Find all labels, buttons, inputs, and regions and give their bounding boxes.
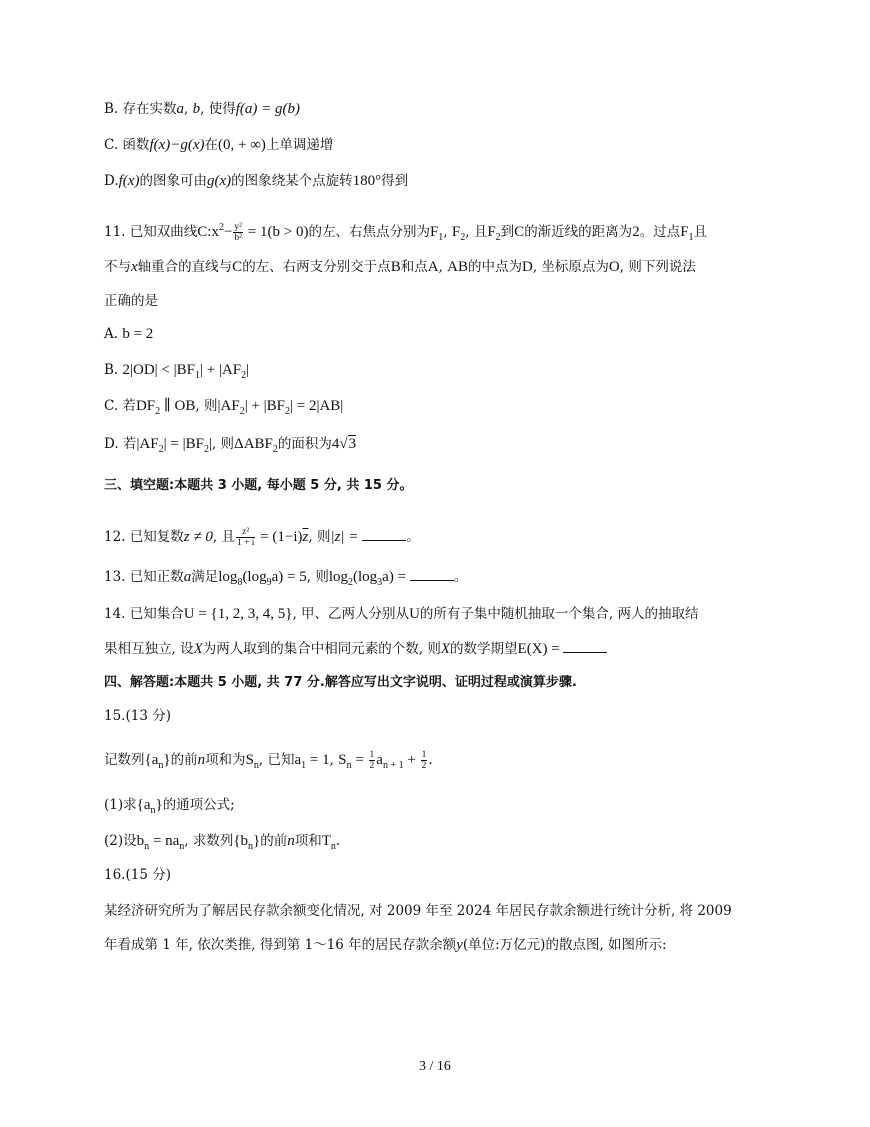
q11-stem-line1: 11. 已知双曲线$C:x^2-$ $\frac{\text{y²}}{\text{b²}}$ = 1(b > 0)的左、右焦点分别为$F_1$, $F_2$, 且$F_2$到C的渐近线的距离为2。过点$F_1$且 [104, 222, 708, 243]
q13-answer-blank[interactable] [410, 568, 454, 581]
q11-option-b: B. $2|OD| < |BF_1| + |AF_2|$ [104, 362, 250, 381]
q10-option-c: C. 函数f(x)−g(x)在(0, + ∞)上单调递增 [104, 137, 334, 153]
q15-half-1: $\frac{1}{2}$ [369, 750, 375, 771]
q14-line2: 果相互独立, 设X为两人取到的集合中相同元素的个数, 则X的数学期望E(X) = [104, 640, 607, 658]
q13: 13. 已知正数a满足$\log_8(\log_9a) = 5$, 则$\log_2(\log_3a)$ = 。 [104, 569, 468, 588]
q15-part1: (1)求$\{a_n\}$的通项公式; [104, 797, 235, 816]
q11-stem-line2: 不与x轴重合的直线与C的左、右两支分别交于点B和点A, AB的中点为D, 坐标原点为O, 则下列说法 [104, 259, 696, 275]
q16-heading: 16.(15 分) [104, 867, 171, 883]
q11-option-d: D. 若$|AF_2| = |BF_2|$, 则$\Delta ABF_2$的面积为4√3 [104, 436, 357, 455]
q15-heading: 15.(13 分) [104, 708, 171, 724]
q16-line1: 某经济研究所为了解居民存款余额变化情况, 对 2009 年至 2024 年居民存款余额进行统计分析, 将 2009 [104, 903, 732, 919]
q12-fraction: $\frac{\text{z²}}{1 + i}$ [236, 527, 255, 548]
q10-option-d: D.f(x)的图象可由g(x)的图象绕某个点旋转180°得到 [104, 173, 409, 189]
q14-line1: 14. 已知集合U = {1, 2, 3, 4, 5}, 甲、乙两人分别从U的所有子集中随机抽取一个集合, 两人的抽取结 [104, 606, 699, 622]
q12: 12. 已知复数z ≠ 0, 且 $\frac{\text{z²}}{1 + i}$ = $(1-i)\overline{z}$, 则|z| = 。 [104, 527, 420, 548]
q10-option-b: B. 存在实数a, b, 使得f(a) = g(b) [104, 101, 300, 117]
q15-half-2: $\frac{1}{2}$ [421, 750, 427, 771]
q15-part2: (2)设$b_n = na_n$, 求数列$\{b_n\}$的前n项和$T_n$. [104, 833, 341, 852]
q11-option-c: C. 若$DF_2$ ∥ OB, 则$|AF_2| + |BF_2| = 2|AB|$ [104, 398, 344, 417]
hyperbola-fraction: $\frac{\text{y²}}{\text{b²}}$ [234, 222, 243, 243]
page-number: 3 / 16 [419, 1059, 451, 1074]
q11-stem-line3: 正确的是 [104, 293, 158, 309]
q15-stem: 记数列$\{a_n\}$的前n项和为$S_n$, 已知$a_1 = 1$, $S_n$ = $\frac{1}{2}$ $a_{n + 1}$ + $\frac{1}{2}$ . [104, 750, 433, 771]
q11-option-a: A. b = 2 [104, 326, 154, 342]
q12-answer-blank[interactable] [362, 528, 406, 541]
q16-line2: 年看成第 1 年, 依次类推, 得到第 1～16 年的居民存款余额y(单位:万亿元)的散点图, 如图所示: [104, 937, 667, 953]
section-4-heading: 四、解答题:本题共 5 小题, 共 77 分.解答应写出文字说明、证明过程或演算步骤. [104, 675, 577, 690]
section-3-heading: 三、填空题:本题共 3 小题, 每小题 5 分, 共 15 分。 [104, 478, 413, 493]
q14-answer-blank[interactable] [563, 640, 607, 653]
